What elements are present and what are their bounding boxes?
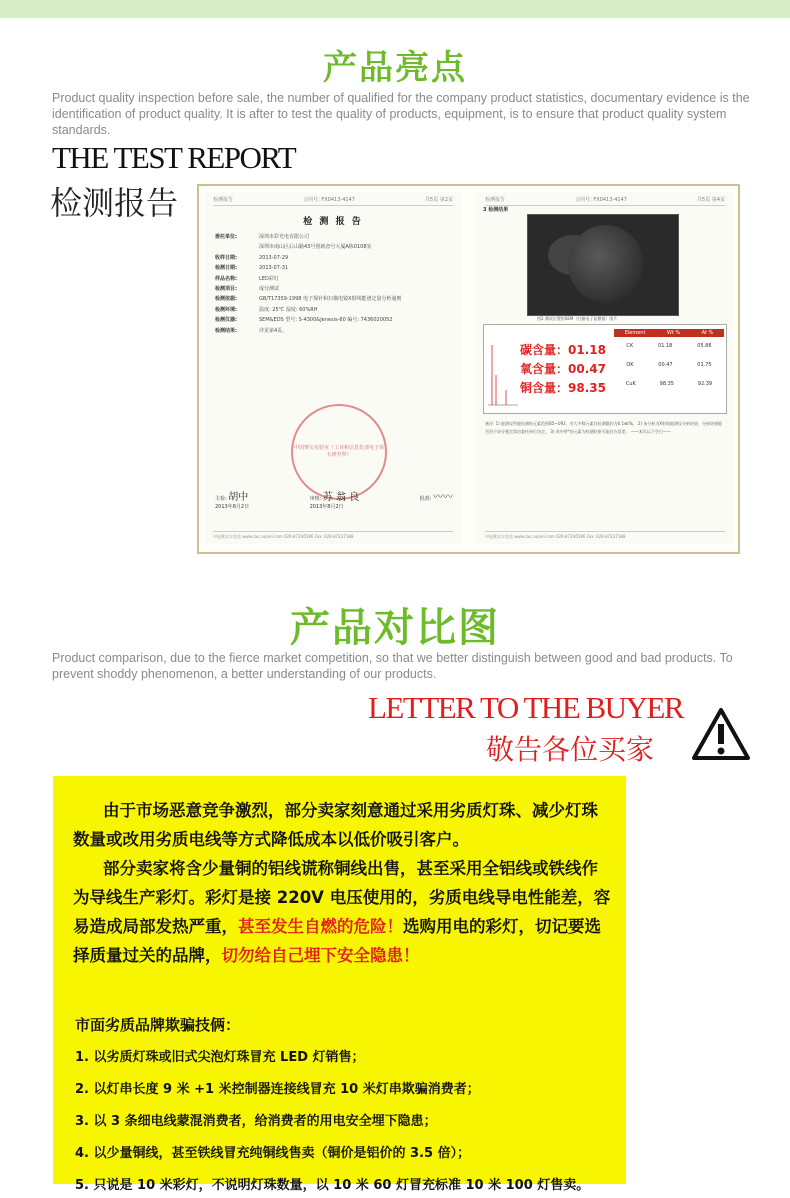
eds-table-cell: OK <box>626 362 634 368</box>
notice-paragraph-1: 由于市场恶意竞争激烈，部分卖家刻意通过采用劣质灯珠、减少灯珠数量或改用劣质电线等方式降低成本以低价吸引客户。 <box>73 801 598 849</box>
safety-hazard-warning: 切勿给自己埋下安全隐患！ <box>221 946 420 965</box>
deception-item: 3. 以 3 条细电线蒙混消费者，给消费者的用电安全埋下隐患； <box>75 1114 437 1129</box>
report-page-right <box>477 192 733 544</box>
eds-spectrum-panel <box>483 324 727 414</box>
field-key: 检测仪器: <box>215 317 237 324</box>
report-footer: 中国赛宝实验室 www.rac.ceprei.com 020-87236586 Fax: 020-87237188 <box>485 531 725 540</box>
deception-item: 5. 只说是 10 米彩灯，不说明灯珠数量，以 10 米 60 灯冒充标准 10 米 100 灯售卖。 <box>75 1178 590 1193</box>
contract-number: 合同号: FX0413-4147 <box>575 197 627 203</box>
eds-content-row: 铜含量：98.35 <box>520 381 606 395</box>
sem-caption: 图2 测试位置的SEM（扫描电子显微镜）图片 <box>537 316 618 321</box>
field-key <box>215 242 259 252</box>
test-report-heading-cn: 检测报告 <box>50 184 179 222</box>
field-key: 样品名称: <box>215 275 237 282</box>
approver-label: 批准: <box>419 496 432 502</box>
letter-heading-en: LETTER TO THE BUYER <box>368 690 684 725</box>
inspector-label: 主检: <box>215 496 227 502</box>
reviewer-label: 审核: <box>309 496 322 502</box>
report-field-row <box>215 315 453 325</box>
report-title: 检 测 报 告 <box>303 217 363 227</box>
report-fields <box>215 232 453 336</box>
results-label: 3 检测结果 <box>483 207 509 213</box>
report-page-header <box>485 196 725 206</box>
field-value: SEM&EDS 型号: S-4300&Jenesis-60 编号: 7436020052 <box>259 317 393 324</box>
field-value: LED彩灯 <box>259 275 279 282</box>
highlights-description: Product quality inspection before sale, the number of qualified for the company product statistics, documentary evidence is the identification of product quality. It is after to test the quality of products, equipment, is to ensure that product quality system standards. <box>52 91 750 137</box>
field-value: 2013-07-29 <box>259 254 289 261</box>
report-field-row <box>215 284 453 294</box>
reviewer-signature: 苏 翁 良 <box>322 492 360 503</box>
eds-table-cell: 92.39 <box>697 381 713 387</box>
sem-micrograph <box>527 214 679 316</box>
field-value: 详见第4页。 <box>259 327 288 334</box>
deception-item: 2. 以灯串长度 9 米 +1 米控制器连接线冒充 10 米灯串欺骗消费者； <box>75 1082 480 1097</box>
report-field-row <box>215 263 453 273</box>
field-key: 委托单位: <box>215 234 237 240</box>
eds-table-row <box>614 375 724 394</box>
buyer-notice-box <box>53 776 626 1193</box>
eds-header-cell: At % <box>701 330 714 336</box>
eds-table-cell: 05.86 <box>697 343 712 349</box>
field-key: 检测项目: <box>215 286 237 293</box>
eds-table-cell: 98.35 <box>659 381 674 387</box>
test-report-image <box>197 184 740 554</box>
page-count: 共5页 第2页 <box>425 197 453 203</box>
field-value: 深圳市南山区后山路43号创新恋号大厦A栋0108室 <box>259 244 372 251</box>
report-field-row <box>215 253 453 263</box>
report-field-row <box>215 274 453 284</box>
field-value: GB/T17359-1998 电子探针和扫描电镜X射线能谱定量分析通则 <box>259 296 402 303</box>
eds-spectrum-graph <box>484 325 520 411</box>
report-field-row <box>215 294 453 304</box>
eds-table-cell: CuK <box>625 381 636 387</box>
eds-table <box>614 329 724 394</box>
inspector-date: 2013年8月2日 <box>215 504 250 510</box>
field-key: 收样日期: <box>215 254 237 261</box>
lab-stamp: 中国赛宝实验室（工业和信息化部电子第五研究所） <box>291 404 387 500</box>
deception-subtitle: 市面劣质品牌欺骗技俩： <box>75 1016 241 1034</box>
eds-table-row <box>614 356 724 375</box>
eds-content-list <box>520 341 606 398</box>
field-key: 检测日期: <box>215 265 237 272</box>
eds-table-row <box>614 337 724 356</box>
field-value: 成分测试 <box>259 286 280 293</box>
report-field-row <box>215 326 453 336</box>
inspector-signature: 胡中 <box>228 492 249 503</box>
report-footer: 中国赛宝实验室 www.rac.ceprei.com 020-87236586 Fax: 020-87237188 <box>213 531 453 540</box>
eds-table-cell: 01.18 <box>658 343 673 349</box>
eds-table-cell: CK <box>626 343 634 349</box>
report-notes: 备注: 1) 能谱仪所能检测的元素范围B5~U92，对大多数元素其检测限约为0.1wt%。 2) 该分析为X射线能谱仪分析结果，分析结果能否用于成分鉴定需由委托单位决定。 3) 表中带*的元素为检测结果可能存在误差。 ——本页以下空白—— <box>485 421 723 434</box>
field-value: 2013-07-31 <box>259 265 289 272</box>
approver-signature: 〰〰 <box>432 492 453 503</box>
deception-item: 4. 以少量铜线，甚至铁线冒充纯铜线售卖（铜价是铝价的 3.5 倍）； <box>75 1146 471 1161</box>
page-count: 共5页 第4页 <box>697 197 725 203</box>
report-field-row <box>215 242 453 252</box>
field-key: 检测结果: <box>215 327 237 334</box>
self-ignition-warning: 甚至发生自燃的危险！ <box>238 917 403 936</box>
header-label: 检测报告 <box>213 197 234 203</box>
eds-header-cell: Element <box>624 330 646 336</box>
report-page-left <box>205 192 461 544</box>
reviewer-date: 2013年8月2日 <box>309 504 344 510</box>
field-value: 深圳市彩光电有限公司 <box>259 234 310 240</box>
test-report-heading-en: THE TEST REPORT <box>52 140 296 175</box>
signature-row <box>215 488 453 510</box>
deception-item: 1. 以劣质灯珠或旧式尖泡灯珠冒充 LED 灯销售； <box>75 1050 365 1065</box>
report-field-row <box>215 305 453 315</box>
notice-paragraph-2: 部分卖家将含少量铜的铝线谎称铜线出售，甚至采用全铝线或铁线作为导线生产彩灯。彩灯是接 220V 电压使用的，劣质电线导电性能差，容易造成局部发热严重，甚至发生自燃的危险！选购用电的彩灯，切记要选择质量过关的品牌，切勿给自己埋下安全隐患！ <box>73 859 611 965</box>
eds-content-row: 氧含量：00.47 <box>520 362 606 376</box>
section-title-highlights: 产品亮点 <box>323 48 467 88</box>
report-page-header <box>213 196 453 206</box>
eds-table-cell: 00.47 <box>658 362 673 368</box>
warning-triangle-icon <box>690 706 752 762</box>
top-banner-strip <box>0 0 790 18</box>
contract-number: 合同号: FX0413-4147 <box>303 197 355 203</box>
report-field-row <box>215 232 453 242</box>
eds-table-cell: 01.75 <box>697 362 712 368</box>
header-label: 检测报告 <box>485 197 506 203</box>
field-value: 温度: 25℃ 湿度: 60%RH <box>259 306 318 313</box>
section-title-comparison: 产品对比图 <box>290 605 500 651</box>
letter-heading-cn: 敬告各位买家 <box>486 733 655 766</box>
eds-content-row: 碳含量：01.18 <box>520 343 606 357</box>
comparison-description: Product comparison, due to the fierce market competition, so that we better distinguish between good and bad products. To prevent shoddy phenomenon, a better understanding of our products. <box>52 651 733 681</box>
field-key: 检测依据: <box>215 296 237 303</box>
eds-table-header <box>614 329 724 337</box>
field-key: 检测环境: <box>215 306 237 313</box>
eds-header-cell: Wt % <box>666 330 681 336</box>
